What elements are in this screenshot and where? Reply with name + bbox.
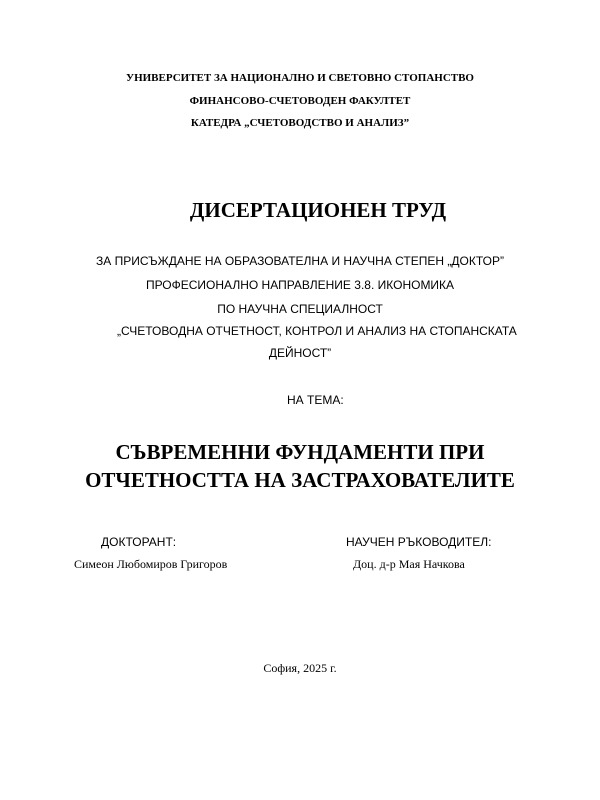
topic-line-2: ОТЧЕТНОСТТА НА ЗАСТРАХОВАТЕЛИТЕ bbox=[85, 468, 515, 492]
degree-line: ЗА ПРИСЪЖДАНЕ НА ОБРАЗОВАТЕЛНА И НАУЧНА СТЕПЕН „ДОКТОР” bbox=[96, 254, 504, 268]
document-title: ДИСЕРТАЦИОНЕН ТРУД bbox=[189, 198, 447, 222]
department-name: КАТЕДРА „СЧЕТОВОДСТВО И АНАЛИЗ” bbox=[190, 117, 410, 129]
topic-line-1: СЪВРЕМЕННИ ФУНДАМЕНТИ ПРИ bbox=[115, 440, 485, 464]
doctoral-label: ДОКТОРАНТ: bbox=[101, 535, 177, 549]
faculty-name: ФИНАНСОВО-СЧЕТОВОДЕН ФАКУЛТЕТ bbox=[189, 95, 411, 107]
specialty-label: ПО НАУЧНА СПЕЦИАЛНОСТ bbox=[217, 302, 383, 316]
topic-label: НА ТЕМА: bbox=[287, 393, 344, 407]
place-year: София, 2025 г. bbox=[263, 661, 337, 675]
doctoral-name: Симеон Любомиров Григоров bbox=[74, 557, 228, 571]
supervisor-label: НАУЧЕН РЪКОВОДИТЕЛ: bbox=[346, 535, 492, 549]
supervisor-name: Доц. д-р Мая Начкова bbox=[353, 557, 465, 571]
specialty-line-1: „СЧЕТОВОДНА ОТЧЕТНОСТ, КОНТРОЛ И АНАЛИЗ НА СТОПАНСКАТА bbox=[117, 324, 517, 338]
specialty-line-2: ДЕЙНОСТ” bbox=[268, 346, 332, 360]
university-name: УНИВЕРСИТЕТ ЗА НАЦИОНАЛНО И СВЕТОВНО СТОПАНСТВО bbox=[126, 72, 474, 84]
field-line: ПРОФЕСИОНАЛНО НАПРАВЛЕНИЕ 3.8. ИКОНОМИКА bbox=[145, 278, 455, 292]
